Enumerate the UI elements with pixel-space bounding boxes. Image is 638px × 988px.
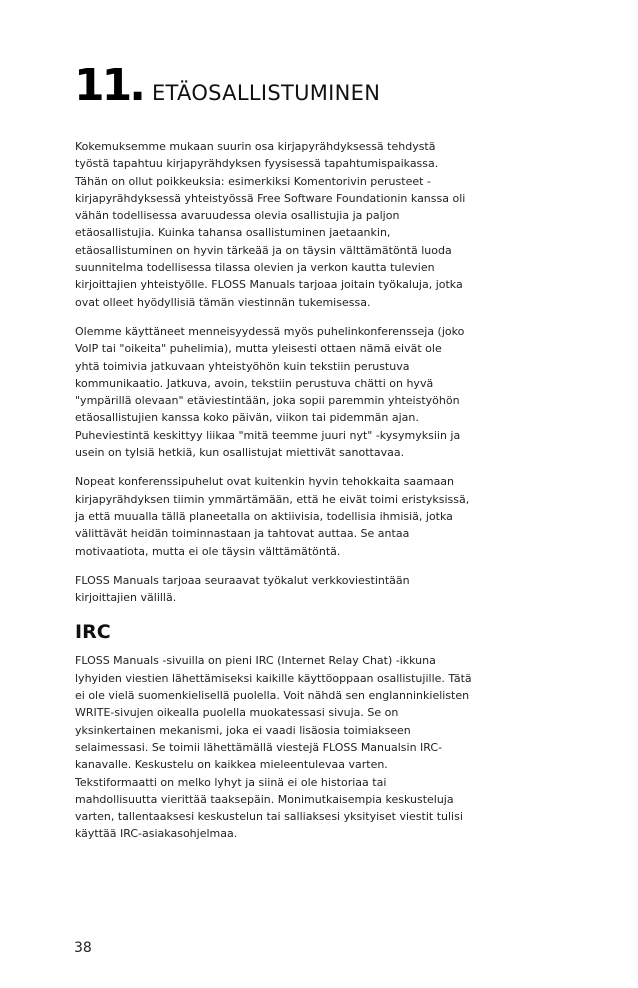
page-number: 38 <box>74 940 92 956</box>
section-heading: IRC <box>75 621 111 644</box>
text-line: kirjapyrähdyksen tiimin ymmärtämään, että he eivät toimi eristyksissä, <box>75 492 470 506</box>
text-line: etäosallistujien kanssa koko päivän, viikon tai pidemmän ajan. <box>75 411 419 425</box>
text-line: Tähän on ollut poikkeuksia: esimerkiksi Komentorivin perusteet - <box>75 174 431 188</box>
chapter-number: 11. <box>74 60 143 111</box>
paragraph-2 <box>75 323 475 461</box>
text-line: varten, tallentaaksesi keskustelun tai salliaksesi yksityiset viestit tulisi <box>75 810 463 824</box>
text-line: etäosallistujia. Kuinka tahansa osallistuminen jaetaankin, <box>75 226 391 240</box>
text-line: motivaatiota, mutta ei ole täysin välttämätöntä. <box>75 544 341 558</box>
text-line: kirjoittajien välillä. <box>75 591 177 605</box>
text-line: selaimessasi. Se toimii lähettämällä viestejä FLOSS Manualsin IRC- <box>75 740 443 754</box>
text-line: WRITE-sivujen oikealla puolella muokatessasi sivuja. Se on <box>75 706 399 720</box>
text-line: mahdollisuutta vierittää taaksepäin. Monimutkaisempia keskusteluja <box>75 792 454 806</box>
text-line: usein on tylsiä hetkiä, kun osallistujat miettivät sanottavaa. <box>75 446 405 460</box>
text-line: yksinkertainen mekanismi, joka ei vaadi lisäosia toimiakseen <box>75 723 411 737</box>
text-line: välittävät heidän toiminnastaan ja tahtovat auttaa. Se antaa <box>75 527 410 541</box>
text-line: Tekstiformaatti on melko lyhyt ja siinä ei ole historiaa tai <box>75 775 387 789</box>
text-line: yhtä toimivia jatkuvaan yhteistyöhön kuin tekstiin perustuva <box>75 359 410 373</box>
text-line: FLOSS Manuals tarjoaa seuraavat työkalut verkkoviestintään <box>75 573 410 587</box>
text-line: vähän todellisessa avaruudessa olevia osallistujia ja paljon <box>75 209 400 223</box>
text-line: lyhyiden viestien lähettämiseksi kaikille käyttöoppaan osallistujille. Tätä <box>75 671 472 685</box>
text-line: Olemme käyttäneet menneisyydessä myös puhelinkonferensseja (joko <box>75 324 465 338</box>
page-body <box>75 138 475 855</box>
text-line: kanavalle. Keskustelu on kaikkea mieleentulevaa varten. <box>75 758 388 772</box>
text-line: ei ole vielä suomenkielisellä puolella. Voit nähdä sen englanninkielisten <box>75 689 470 703</box>
text-line: kirjapyrähdyksessä yhteistyössä Free Software Foundationin kanssa oli <box>75 191 466 205</box>
text-line: VoIP tai "oikeita" puhelimia), mutta yleisesti ottaen nämä eivät ole <box>75 342 442 356</box>
chapter-heading <box>74 60 381 111</box>
text-line: "ympärillä olevaan" etäviestintään, joka sopii paremmin yhteistyöhön <box>75 394 460 408</box>
text-line: kirjoittajien yhteistyölle. FLOSS Manuals tarjoaa joitain työkaluja, jotka <box>75 278 463 292</box>
chapter-title: ETÄOSALLISTUMINEN <box>151 81 381 105</box>
text-line: etäosallistuminen on hyvin tärkeää ja on täysin välttämätöntä luoda <box>75 243 452 257</box>
text-line: ovat olleet hyödyllisiä tämän viestinnän tukemisessa. <box>75 295 371 309</box>
section-paragraph <box>75 652 475 842</box>
text-line: Puheviestintä keskittyy liikaa "mitä teemme juuri nyt" -kysymyksiin ja <box>75 428 461 442</box>
text-line: käyttää IRC-asiakasohjelmaa. <box>75 827 238 841</box>
paragraph-1 <box>75 138 475 311</box>
text-line: työstä tapahtuu kirjapyrähdyksen fyysisessä tapahtumispaikassa. <box>75 157 439 171</box>
text-line: kommunikaatio. Jatkuva, avoin, tekstiin perustuva chätti on hyvä <box>75 376 434 390</box>
text-line: Kokemuksemme mukaan suurin osa kirjapyrähdyksessä tehdystä <box>75 140 436 153</box>
text-line: Nopeat konferenssipuhelut ovat kuitenkin hyvin tehokkaita saamaan <box>75 475 455 489</box>
text-line: ja että muualla tällä planeetalla on aktiivisia, todellisia ihmisiä, jotka <box>75 509 453 523</box>
text-line: suunnitelma todellisessa tilassa olevien ja verkon kautta tulevien <box>75 261 435 275</box>
text-line: FLOSS Manuals -sivuilla on pieni IRC (Internet Relay Chat) -ikkuna <box>75 654 436 668</box>
paragraph-4 <box>75 572 475 607</box>
paragraph-3 <box>75 473 475 559</box>
